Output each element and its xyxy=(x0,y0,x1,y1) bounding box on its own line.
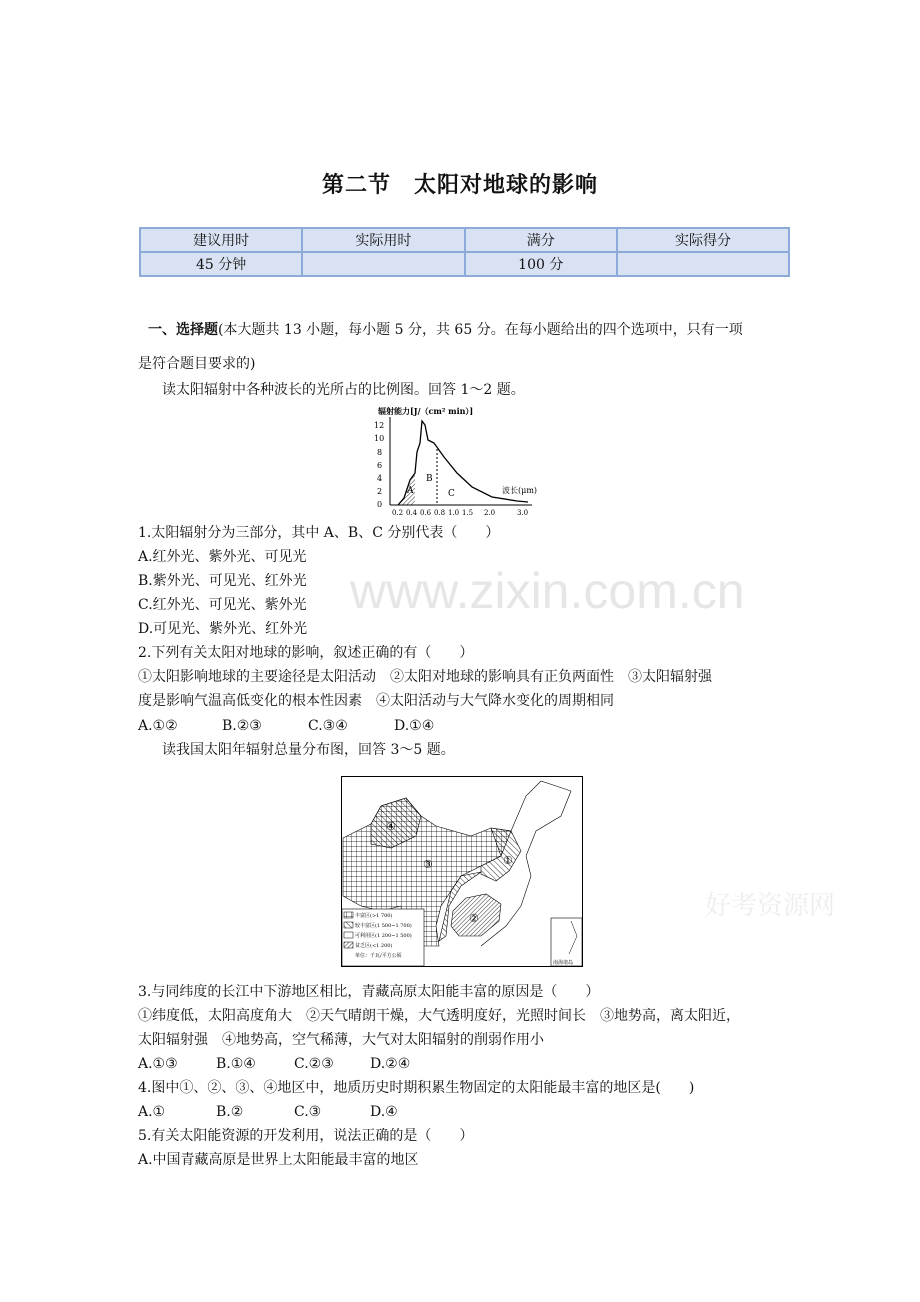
q1-option[interactable]: C.红外光、可见光、紫外光 xyxy=(138,597,307,613)
section-heading xyxy=(148,320,808,340)
page-title: 第二节 太阳对地球的影响 xyxy=(321,173,598,198)
x-tick: 0.4 xyxy=(406,509,418,517)
y-tick: 12 xyxy=(374,421,385,430)
table-row xyxy=(140,252,789,276)
table-cell xyxy=(617,252,789,276)
y-tick: 0 xyxy=(377,500,383,509)
map-label: ④ xyxy=(386,820,396,833)
x-tick: 0.2 xyxy=(392,509,404,517)
q2-option[interactable]: D.①④ xyxy=(394,718,435,734)
q5-option[interactable]: A.中国青藏高原是世界上太阳能最丰富的地区 xyxy=(138,1152,419,1168)
q3-option[interactable]: B.①④ xyxy=(216,1056,256,1072)
section-desc: (本大题共 13 小题，每小题 5 分，共 65 分。在每小题给出的四个选项中，只有一项 xyxy=(218,322,743,338)
q2-stem: 2.下列有关太阳对地球的影响，叙述正确的有（ ） xyxy=(138,645,474,661)
intro-text: 读我国太阳年辐射总量分布图，回答 3～5 题。 xyxy=(162,742,455,758)
intro-text: 读太阳辐射中各种波长的光所占的比例图。回答 1～2 题。 xyxy=(162,382,525,398)
q3-option[interactable]: A.①③ xyxy=(138,1056,178,1072)
q3-text: 太阳辐射强 ④地势高，空气稀薄，大气对太阳辐射的削弱作用小 xyxy=(138,1032,544,1048)
q4-option[interactable]: D.④ xyxy=(370,1104,398,1120)
table-header: 实际得分 xyxy=(617,228,789,252)
q2-option[interactable]: A.①② xyxy=(138,718,178,734)
q1-option[interactable]: D.可见光、紫外光、红外光 xyxy=(138,621,308,637)
map-label: ② xyxy=(469,912,479,925)
map-label: ① xyxy=(503,854,513,867)
table-header: 实际用时 xyxy=(302,228,464,252)
q1-option[interactable]: B.紫外光、可见光、红外光 xyxy=(138,573,307,589)
table-cell: 100 分 xyxy=(465,252,618,276)
q2-text: 度是影响气温高低变化的根本性因素 ④太阳活动与大气降水变化的周期相同 xyxy=(138,693,614,709)
q4-option[interactable]: B.② xyxy=(216,1104,244,1120)
radiation-chart xyxy=(362,405,552,517)
q2-text: ①太阳影响地球的主要途径是太阳活动 ②太阳对地球的影响具有正负两面性 ③太阳辐射强 xyxy=(138,669,712,685)
legend-item: 贫乏区(<1 200) xyxy=(355,943,393,949)
x-tick: 2.0 xyxy=(484,509,496,517)
y-tick: 2 xyxy=(377,487,383,496)
q5-stem: 5.有关太阳能资源的开发利用，说法正确的是（ ） xyxy=(138,1128,474,1144)
q3-option[interactable]: D.②④ xyxy=(370,1056,411,1072)
x-tick: 0.8 xyxy=(434,509,446,517)
table-cell xyxy=(302,252,464,276)
q2-option[interactable]: B.②③ xyxy=(222,718,262,734)
watermark-secondary: 好考资源网 xyxy=(705,891,836,921)
q3-option[interactable]: C.②③ xyxy=(294,1056,334,1072)
inset-map xyxy=(551,918,582,966)
x-tick: 0.6 xyxy=(420,509,432,517)
section-desc-cont: 是符合题目要求的) xyxy=(138,356,256,372)
y-tick: 6 xyxy=(377,461,383,470)
q2-option[interactable]: C.③④ xyxy=(308,718,348,734)
inset-label: 南海诸岛 xyxy=(553,960,574,966)
china-solar-map xyxy=(341,776,583,968)
q1-option[interactable]: A.红外光、紫外光、可见光 xyxy=(138,549,307,565)
legend-item: 丰富区(>1 700) xyxy=(355,913,393,919)
x-tick: 1.5 xyxy=(462,509,474,517)
legend-item: 可利用区(1 200~1 500) xyxy=(355,933,412,939)
q4-stem: 4.图中①、②、③、④地区中，地质历史时期积累生物固定的太阳能最丰富的地区是( ) xyxy=(138,1080,695,1096)
region-label-b: B xyxy=(426,474,433,484)
y-tick: 8 xyxy=(377,448,383,457)
q3-stem: 3.与同纬度的长江中下游地区相比，青藏高原太阳能丰富的原因是（ ） xyxy=(138,984,600,1000)
table-header-row xyxy=(140,228,789,252)
region-label-c: C xyxy=(448,489,455,499)
y-tick: 10 xyxy=(374,434,385,443)
chart-ylabel: 辐射能力[J/（cm² min）] xyxy=(378,406,474,416)
watermark: www.zixin.com.cn xyxy=(350,563,745,619)
x-tick: 1.0 xyxy=(448,509,460,517)
map-label: ③ xyxy=(423,858,433,871)
score-table xyxy=(139,227,790,277)
table-cell: 45 分钟 xyxy=(140,252,302,276)
map-legend xyxy=(342,909,424,966)
table-header: 建议用时 xyxy=(140,228,302,252)
legend-unit: 单位：千瓦/平方公顷 xyxy=(355,953,402,959)
section-label: 一、选择题 xyxy=(148,322,218,338)
y-tick: 4 xyxy=(377,474,383,483)
q4-option[interactable]: A.① xyxy=(138,1104,166,1120)
q3-text: ①纬度低，太阳高度角大 ②天气晴朗干燥，大气透明度好，光照时间长 ③地势高，离太阳近， xyxy=(138,1008,740,1024)
table-header: 满分 xyxy=(465,228,618,252)
region-label-a: A xyxy=(407,486,414,496)
legend-item: 较丰富区(1 500~1 700) xyxy=(355,923,412,929)
q1-stem: 1.太阳辐射分为三部分，其中 A、B、C 分别代表（ ） xyxy=(138,525,500,541)
chart-xlabel: 波长(μm) xyxy=(502,486,538,495)
x-tick: 3.0 xyxy=(517,509,529,517)
x-ticks xyxy=(392,509,528,517)
y-ticks xyxy=(374,421,384,509)
q4-option[interactable]: C.③ xyxy=(294,1104,322,1120)
